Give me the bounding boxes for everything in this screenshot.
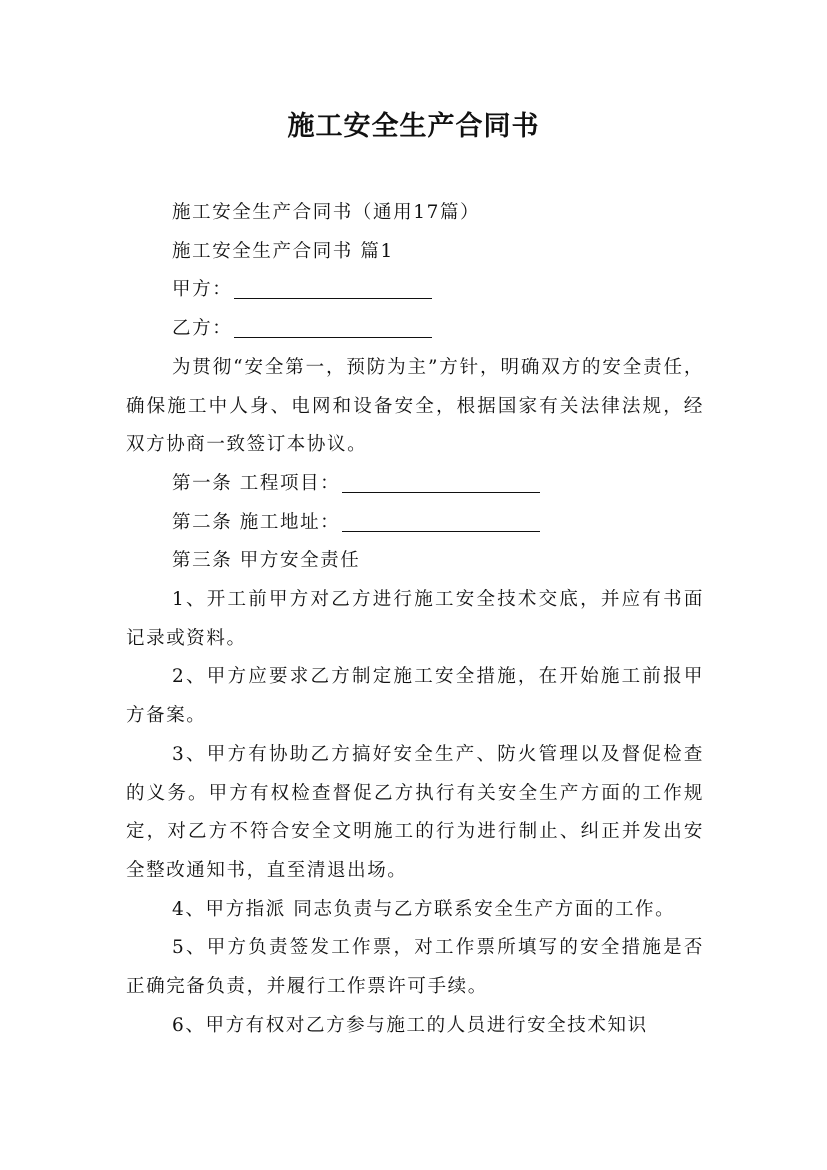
paragraph-preamble: 为贯彻“安全第一，预防为主”方针，明确双方的安全责任，确保施工中人身、电网和设备安全，根据国家有关法律法规，经双方协商一致签订本协议。 xyxy=(126,356,704,456)
party-b-label: 乙方： xyxy=(172,318,233,340)
clause-6: 6、甲方有权对乙方参与施工的人员进行安全技术知识 xyxy=(172,1014,648,1036)
party-a-blank xyxy=(234,278,432,299)
paragraph-heading: 施工安全生产合同书（通用17篇） xyxy=(172,202,481,223)
paragraph-subheading: 施工安全生产合同书 篇1 xyxy=(172,240,394,262)
party-b-line xyxy=(126,310,704,349)
clause-5: 5、甲方负责签发工作票，对工作票所填写的安全措施是否正确完备负责，并履行工作票许可手续。 xyxy=(126,937,704,998)
article-one-line xyxy=(126,465,704,504)
article-two-label: 第二条 施工地址： xyxy=(172,511,341,533)
article-one-label: 第一条 工程项目： xyxy=(172,472,341,494)
clause-2: 2、甲方应要求乙方制定施工安全措施，在开始施工前报甲方备案。 xyxy=(126,666,704,727)
document-title: 施工安全生产合同书 xyxy=(287,111,540,142)
party-a-label: 甲方： xyxy=(172,279,233,301)
article-two-line xyxy=(126,504,704,543)
clause-1: 1、开工前甲方对乙方进行施工安全技术交底，并应有书面记录或资料。 xyxy=(126,589,704,649)
party-b-blank xyxy=(234,317,432,338)
clause-4: 4、甲方指派 同志负责与乙方联系安全生产方面的工作。 xyxy=(172,898,676,920)
party-a-line xyxy=(126,271,704,310)
clause-3: 3、甲方有协助乙方搞好安全生产、防火管理以及督促检查的义务。甲方有权检查督促乙方执行有关安全生产方面的工作规定，对乙方不符合安全文明施工的行为进行制止、纠正并发出安全整改通知书，直至清退出场。 xyxy=(126,743,704,881)
document-body xyxy=(126,194,704,1045)
article-three-heading: 第三条 甲方安全责任 xyxy=(172,550,361,572)
project-blank xyxy=(342,472,540,493)
address-blank xyxy=(342,511,540,532)
